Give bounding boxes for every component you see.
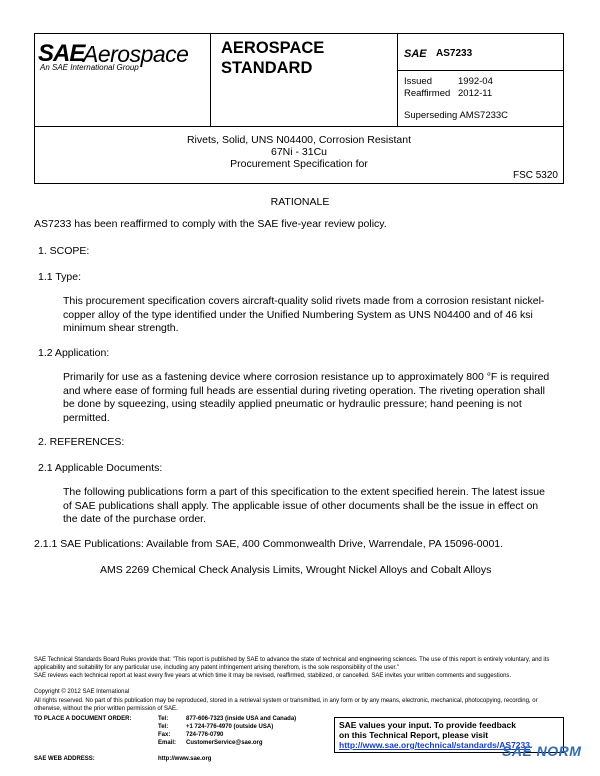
fax-value: 724-776-0790: [186, 732, 224, 738]
section-1-2-text: Primarily for use as a fastening device where corrosion resistance up to approximately 800 °F is required and where ease of forming full heads are essential during riveting operation. The riveting operation shall be done by squeezing, using steadily applied pneumatic or hydraulic pressure; hand peening is not permitted.: [63, 371, 550, 424]
tel2-label: Tel:: [158, 724, 169, 730]
issued-label: Issued: [404, 76, 432, 87]
standard-title-line2: STANDARD: [221, 59, 313, 77]
title-line2: 67Ni - 31Cu: [270, 146, 328, 158]
superseding-note: Superseding AMS7233C: [404, 110, 509, 121]
web-link[interactable]: http://www.sae.org: [158, 756, 212, 762]
feedback-line1: SAE values your input. To provide feedback: [339, 720, 516, 730]
feedback-line2: on this Technical Report, please visit: [339, 730, 489, 740]
fsc-code: FSC 5320: [512, 170, 558, 181]
ams-reference: AMS 2269 Chemical Check Analysis Limits, Wrought Nickel Alloys and Cobalt Alloys: [100, 564, 492, 576]
email-label: Email:: [158, 740, 177, 746]
feedback-link[interactable]: http://www.sae.org/technical/standards/AS7233: [339, 740, 530, 750]
section-1-heading: 1. SCOPE:: [38, 245, 90, 257]
section-1-1-text: This procurement specification covers aircraft-quality solid rivets made from a corrosion resistant nickel-copper alloy of the type identified under the Unified Numbering System as UNS N04400 and of 46 ksi minimum shear strength.: [63, 295, 545, 334]
logo-subtitle: An SAE International Group: [40, 63, 139, 72]
header-divider: [397, 34, 398, 126]
rationale-heading: RATIONALE: [270, 196, 330, 208]
logo-aerospace: Aerospace: [83, 41, 189, 67]
doc-number: AS7233: [436, 48, 473, 59]
fax-label: Fax:: [158, 732, 171, 738]
footer-review-note: SAE reviews each technical report at least every five years at which time it may be revised, reaffirmed, stabilized, or cancelled. SAE invites your written comments and suggestions.: [34, 673, 512, 679]
logo-sae: SAE: [38, 40, 85, 67]
section-2-1-heading: 2.1 Applicable Documents:: [38, 462, 163, 474]
sae-norm-watermark: SAE NORM: [502, 743, 582, 759]
standard-title: [221, 38, 324, 78]
title-line3: Procurement Specification for: [230, 158, 368, 170]
footer-rights: All rights reserved. No part of this publication may be reproduced, stored in a retrieval system or transmitted, in any form or by any means, electronic, mechanical, photocopying, recording, or otherwise, without the prior written permission of SAE.: [34, 698, 538, 712]
reaffirmed-value: 2012-11: [458, 88, 493, 99]
reaffirmed-label: Reaffirmed: [404, 88, 451, 99]
web-label: SAE WEB ADDRESS:: [34, 756, 95, 762]
header-divider: [210, 34, 211, 126]
order-label: TO PLACE A DOCUMENT ORDER:: [34, 716, 132, 722]
title-line1: Rivets, Solid, UNS N04400, Corrosion Resistant: [186, 134, 412, 146]
section-1-1-heading: 1.1 Type:: [38, 271, 82, 283]
section-2-heading: 2. REFERENCES:: [38, 436, 125, 448]
doc-mark: SAE: [404, 48, 427, 60]
tel2-value: +1 724-776-4970 (outside USA): [186, 724, 274, 730]
header-box: [34, 33, 564, 127]
email-link[interactable]: CustomerService@sae.org: [186, 740, 263, 746]
tel-value: 877-606-7323 (inside USA and Canada): [186, 716, 297, 722]
section-1-2-heading: 1.2 Application:: [38, 347, 110, 359]
header-divider: [397, 70, 564, 71]
footer-copyright: Copyright © 2012 SAE International: [34, 689, 130, 695]
section-2-1-1-text: 2.1.1 SAE Publications: Available from SAE, 400 Commonwealth Drive, Warrendale, PA 15096-0001.: [34, 538, 504, 550]
issued-value: 1992-04: [458, 76, 493, 87]
footer-disclaimer: SAE Technical Standards Board Rules provide that: "This report is published by SAE to advance the state of technical and engineering sciences. The use of this report is entirely voluntary, and its applicability and suitability for any particular use, including any patent infringement arising therefrom, is the sole responsibility of the user.": [34, 657, 550, 671]
tel-label: Tel:: [158, 716, 169, 722]
standard-title-line1: AEROSPACE: [221, 39, 325, 57]
rationale-text: AS7233 has been reaffirmed to comply with the SAE five-year review policy.: [34, 218, 387, 230]
section-2-1-text: The following publications form a part of this specification to the extent specified herein. The latest issue of SAE publications shall apply. The applicable issue of other documents shall be the issue in effect on the date of the purchase order.: [63, 486, 545, 525]
